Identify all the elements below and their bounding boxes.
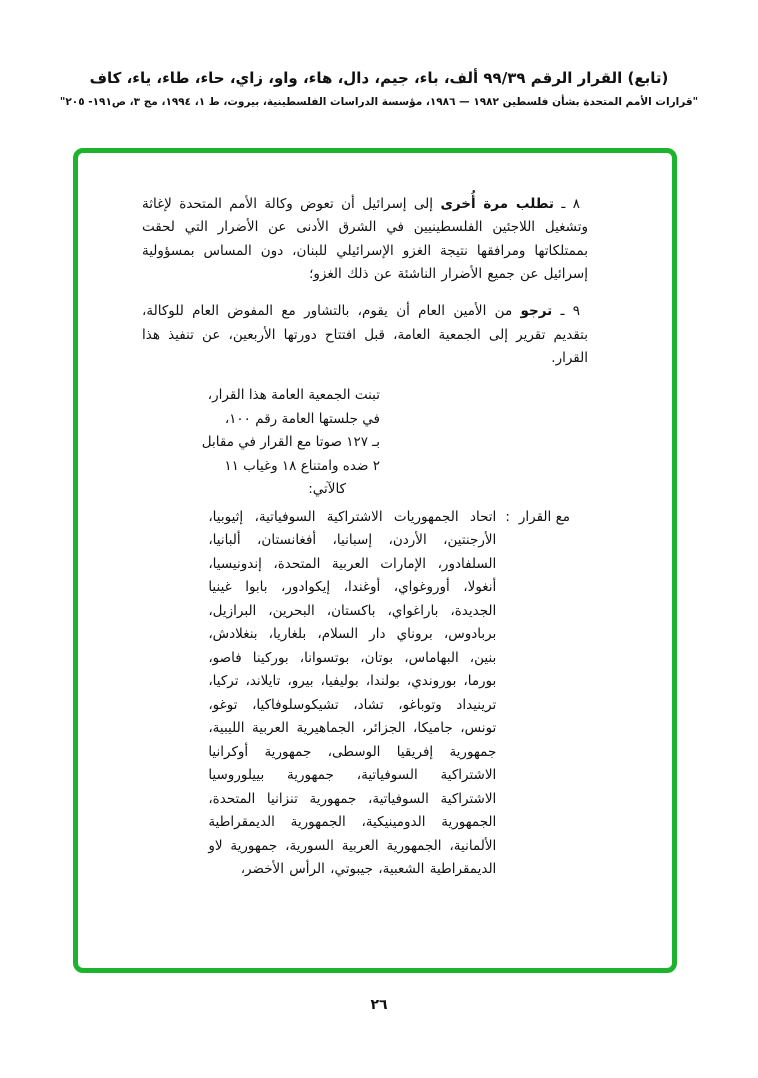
vote-result-row bbox=[142, 506, 570, 882]
paragraph-8-text: إلى إسرائيل أن تعوض وكالة الأمم المتحدة لإغاثة وتشغيل اللاجئين الفلسطينيين في الشرق الأدنى عن الأضرار التي لحقت بممتلكاتها ومرافقها نتيجة الغزو الإسرائيلي للبنان، دون المساس بمسؤولية إسرائيل عن جميع الأضرار الناشئة عن ذلك الغزو؛ bbox=[142, 195, 588, 282]
document-frame bbox=[73, 148, 677, 973]
paragraph-9-number: ٩ ـ bbox=[552, 303, 581, 319]
vote-summary-block bbox=[142, 384, 380, 502]
vote-summary-line: تبنت الجمعية العامة هذا القرار، bbox=[207, 387, 380, 403]
page-header bbox=[0, 68, 758, 109]
countries-in-favour-list: اتحاد الجمهوريات الاشتراكية السوفياتية، إثيوبيا، الأرجنتين، الأردن، إسبانيا، أفغانستان، ألبانيا، السلفادور، الإمارات العربية المتحدة، إندونيسيا، أنغولا، أوروغواي، أوغندا، إيكوادور، بابوا غينيا الجديدة، باراغواي، باكستان، البحرين، البرازيل، بربادوس، بروناي دار السلام، بلغاريا، بنغلادش، بنين، البهاماس، بوتان، بوتسوانا، بوركينا فاصو، بورما، بوروندي، بولندا، بوليفيا، بيرو، تايلاند، تركيا، ترينيداد وتوباغو، تشاد، تشيكوسلوفاكيا، توغو، تونس، جاميكا، الجزائر، الجماهيرية العربية الليبية، جمهورية إفريقيا الوسطى، جمهورية أوكرانيا الاشتراكية السوفياتية، جمهورية بييلوروسيا الاشتراكية السوفياتية، جمهورية تنزانيا المتحدة، الجمهورية الدومينيكية، الجمهورية الديمقراطية الألمانية، الجمهورية العربية السورية، جمهورية لاو الديمقراطية الشعبية، جيبوتي، الرأس الأخضر، bbox=[208, 508, 497, 877]
paragraph-8-lead: تطلب مرة أُخرى bbox=[440, 195, 554, 212]
vote-result-label: مع القرار bbox=[518, 508, 570, 525]
vote-summary-line: ٢ ضده وامتناع ١٨ وغياب ١١ bbox=[224, 457, 380, 474]
paragraph-9-text: من الأمين العام أن يقوم، بالتشاور مع المفوض العام للوكالة، بتقديم تقرير إلى الجمعية العامة، قبل افتتاح دورتها الأربعين، عن تنفيذ هذا القرار. bbox=[142, 303, 588, 366]
header-source-citation: "قرارات الأمم المتحدة بشأن فلسطين ١٩٨٢ — ١٩٨٦، مؤسسة الدراسات الفلسطينية، بيروت، ط ١، ١٩٩٤، مج ٣، ص١٩١- ٢٠٥" bbox=[59, 96, 699, 108]
vote-summary-line: في جلستها العامة رقم ١٠٠، bbox=[224, 410, 380, 427]
page-number: ٢٦ bbox=[370, 997, 388, 1013]
header-resolution-title: (تابع) القرار الرقم ٩٩/٣٩ ألف، باء، جيم، دال، هاء، واو، زاي، حاء، طاء، ياء، كاف bbox=[89, 69, 669, 87]
paragraph-8-number: ٨ ـ bbox=[553, 195, 580, 212]
paragraph-9-lead: ترجو bbox=[520, 303, 553, 319]
vote-summary-line: بـ ١٢٧ صوتا مع القرار في مقابل bbox=[201, 434, 380, 450]
vote-summary-line: كالآتي: bbox=[308, 481, 346, 497]
vote-result-colon: : bbox=[505, 508, 510, 525]
paragraph-8 bbox=[142, 193, 588, 287]
paragraph-9 bbox=[142, 300, 588, 371]
